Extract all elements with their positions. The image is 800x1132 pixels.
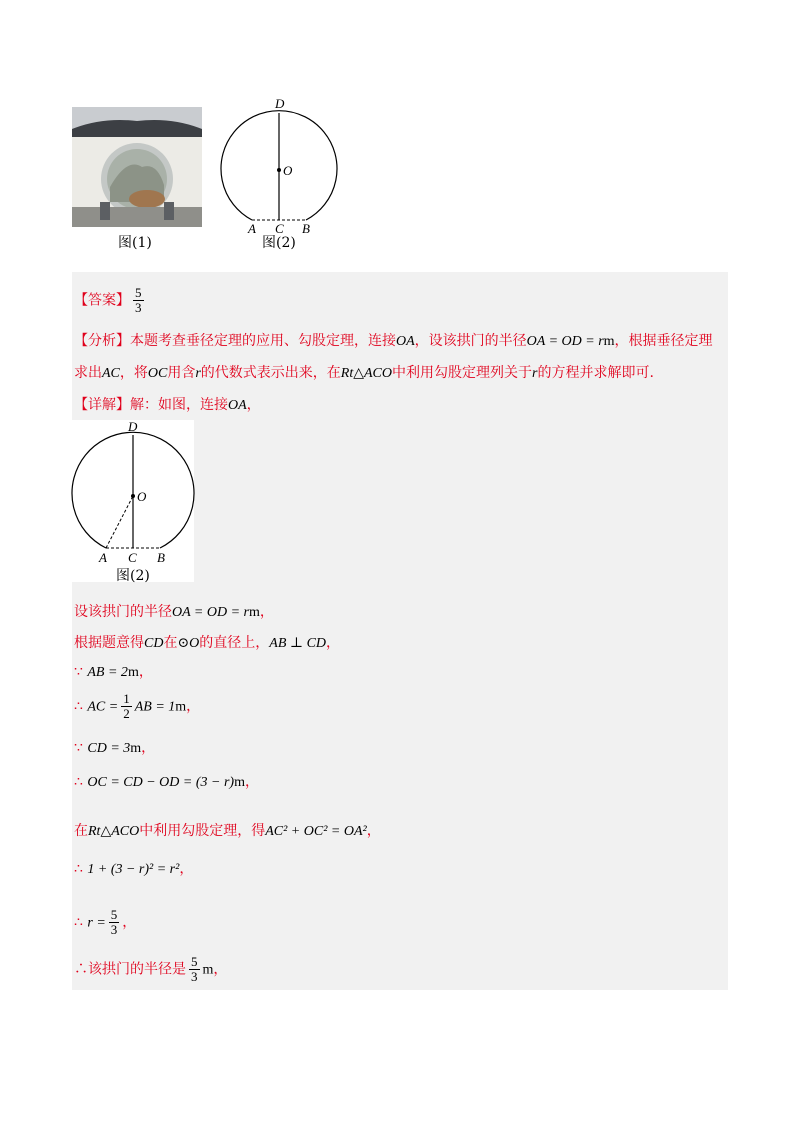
figure1-caption: 图(1): [118, 235, 152, 251]
figure2-caption: 图(2): [262, 235, 296, 251]
label-o-2: O: [137, 489, 147, 504]
step-5: ∵ CD = 3m，: [74, 740, 156, 756]
circle-diagram-detail: [64, 416, 204, 566]
answer-tag: 【答案】: [74, 292, 130, 309]
label-d-2: D: [128, 419, 138, 434]
circle-diagram-top: [214, 96, 354, 236]
step-3: ∵ AB = 2m，: [74, 664, 153, 680]
step-6: ∴ OC = CD − OD = (3 − r)m，: [74, 774, 259, 790]
label-o: O: [283, 163, 293, 178]
analysis-tag: 【分析】: [74, 333, 130, 349]
answer-line: [74, 286, 147, 315]
detail-intro: 【详解】解：如图，连接OA，: [74, 397, 261, 413]
label-c: C: [275, 221, 284, 236]
figure2-caption-detail: 图(2): [116, 568, 150, 584]
step-4: ∴ AC = $\frac{1}{2}$ AB = 1m，: [74, 691, 201, 721]
step-8: ∴ 1 + (3 − r)² = r²，: [74, 861, 194, 877]
label-b-2: B: [157, 550, 165, 565]
step-9: ∴ r = $\frac{5}{3}$ ，: [74, 907, 137, 937]
answer-fraction: $\frac{5}{3}$: [135, 285, 142, 315]
step-10: ∴该拱门的半径是 $\frac{5}{3}$ m，: [74, 954, 228, 984]
analysis-line-2: 求出AC，将OC用含r的代数式表示出来，在Rt△ACO中利用勾股定理列关于r的方程并求解即可.: [74, 365, 654, 381]
step-1: 设该拱门的半径OA = OD = rm，: [74, 604, 274, 620]
label-a-2: A: [99, 550, 107, 565]
analysis-line-1: 【分析】本题考查垂径定理的应用、勾股定理，连接OA，设该拱门的半径OA = OD = rm，根据垂径定理: [74, 333, 713, 349]
step-2: 根据题意得CD在⊙O的直径上，AB ⊥ CD，: [74, 635, 341, 651]
label-c-2: C: [128, 550, 137, 565]
label-a: A: [248, 221, 256, 236]
step-7: 在Rt△ACO中利用勾股定理，得AC² + OC² = OA²，: [74, 823, 381, 839]
moon-gate-photo: [72, 107, 202, 227]
label-b: B: [302, 221, 310, 236]
detail-tag: 【详解】: [74, 397, 130, 413]
label-d: D: [275, 96, 285, 111]
